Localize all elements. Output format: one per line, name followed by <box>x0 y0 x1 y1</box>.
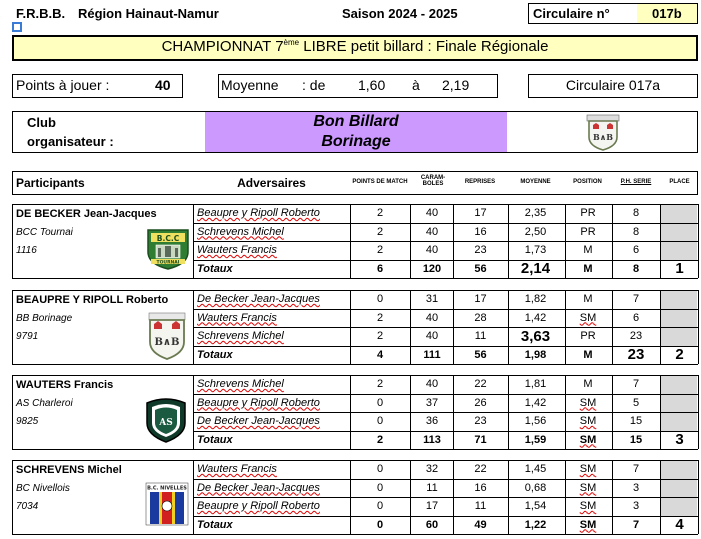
svg-text:B.C.C: B.C.C <box>156 234 180 243</box>
block-bottom-border <box>12 534 698 535</box>
match-pts: 2 <box>376 330 384 342</box>
match-ph: 3 <box>632 481 640 494</box>
block-left-border <box>12 204 13 278</box>
total-pts: 4 <box>376 348 384 361</box>
block-bottom-border <box>12 278 698 279</box>
total-ph: 23 <box>627 345 645 363</box>
row-divider <box>193 309 698 310</box>
match-car: 36 <box>425 415 439 427</box>
match-car: 31 <box>425 293 439 305</box>
block-top-border <box>12 460 698 461</box>
match-moy: 1,42 <box>524 396 547 409</box>
block-column-border <box>698 375 699 449</box>
total-car: 120 <box>422 262 442 275</box>
row-divider <box>193 260 698 261</box>
match-ph: 7 <box>632 463 640 475</box>
match-pos: SM <box>579 481 597 494</box>
row-divider <box>193 241 698 242</box>
moyenne-to: 2,19 <box>442 77 470 93</box>
moyenne-de-label: : de <box>302 77 326 93</box>
place-empty-cell <box>661 328 697 346</box>
match-moy: 1,73 <box>524 244 547 256</box>
total-pos: SM <box>579 433 597 446</box>
col-reprises: REPRISES <box>464 179 496 185</box>
row-divider <box>193 394 698 395</box>
opponent-name: Beaupre y Ripoll Roberto <box>197 500 320 512</box>
block-top-border <box>12 375 698 376</box>
svg-text:AS: AS <box>159 418 173 428</box>
totals-label: Totaux <box>197 518 233 531</box>
match-car: 40 <box>425 311 439 324</box>
total-rep: 71 <box>474 433 487 446</box>
col-place: PLACE <box>669 179 690 185</box>
match-ph: 23 <box>629 330 643 342</box>
total-place: 3 <box>675 430 684 448</box>
match-pts: 0 <box>376 500 384 512</box>
opponent-name: Schrevens Michel <box>197 378 284 390</box>
opponent-name: Wauters Francis <box>197 311 277 324</box>
match-pos: PR <box>580 330 596 342</box>
total-pos: M <box>583 348 593 361</box>
total-pos: SM <box>579 518 597 531</box>
match-moy: 2,50 <box>524 225 547 238</box>
points-label: Points à jouer : <box>16 77 110 93</box>
match-car: 40 <box>425 225 439 238</box>
moyenne-a-label: à <box>412 77 420 93</box>
match-ph: 7 <box>632 378 640 390</box>
match-pts: 0 <box>376 396 384 409</box>
match-ph: 6 <box>632 311 640 324</box>
match-car: 40 <box>425 330 439 342</box>
participant-club: BCC Tournai <box>16 227 73 238</box>
place-empty-cell <box>661 480 697 498</box>
match-pts: 0 <box>376 293 384 305</box>
match-moy: 3,63 <box>520 328 551 345</box>
match-rep: 11 <box>474 330 487 342</box>
match-rep: 17 <box>474 207 487 219</box>
match-pos: SM <box>579 415 597 427</box>
total-rep: 56 <box>474 348 487 361</box>
match-pts: 2 <box>376 207 384 219</box>
match-moy: 1,82 <box>524 293 547 305</box>
total-moy: 1,59 <box>524 433 547 446</box>
block-left-border <box>12 375 13 449</box>
match-car: 32 <box>425 463 439 475</box>
match-pos: PR <box>580 225 596 238</box>
match-pts: 2 <box>376 378 384 390</box>
match-ph: 3 <box>632 500 640 512</box>
match-pos: SM <box>579 396 597 409</box>
participant-license: 9791 <box>16 331 39 342</box>
match-pts: 0 <box>376 415 384 427</box>
total-car: 113 <box>423 433 441 446</box>
match-pts: 0 <box>376 481 384 494</box>
svg-text:TOURNAI: TOURNAI <box>156 260 180 266</box>
match-car: 40 <box>425 207 439 219</box>
match-pos: M <box>583 293 593 305</box>
match-pts: 2 <box>376 225 384 238</box>
opponent-name: Schrevens Michel <box>197 330 284 342</box>
match-car: 40 <box>425 244 439 256</box>
bon-billard-borinage-logo-icon <box>145 312 189 365</box>
match-moy: 2,35 <box>524 207 547 219</box>
col-position: POSITION <box>573 179 602 185</box>
club-organizer-logo-icon <box>584 113 622 151</box>
match-rep: 22 <box>474 378 487 390</box>
totals-label: Totaux <box>197 433 233 446</box>
col-participants: Participants <box>16 176 85 190</box>
opponent-name: De Becker Jean-Jacques <box>197 415 320 427</box>
block-top-border <box>12 290 698 291</box>
club-label-1: Club <box>27 115 56 130</box>
match-pts: 2 <box>376 244 384 256</box>
participant-club: BB Borinage <box>16 313 73 324</box>
place-empty-cell <box>661 461 697 479</box>
place-empty-cell <box>661 224 697 242</box>
total-moy: 1,98 <box>524 348 547 361</box>
club-label-2: organisateur : <box>27 134 114 149</box>
match-pos: SM <box>579 311 597 324</box>
total-ph: 15 <box>629 433 643 446</box>
moyenne-label: Moyenne <box>221 77 279 93</box>
match-moy: 1,45 <box>524 463 547 475</box>
total-moy: 2,14 <box>520 259 551 277</box>
match-ph: 8 <box>632 225 640 238</box>
points-value: 40 <box>155 77 171 93</box>
match-pos: SM <box>579 463 597 475</box>
match-car: 11 <box>426 481 438 494</box>
place-empty-cell <box>661 242 697 260</box>
opponent-name: De Becker Jean-Jacques <box>197 293 320 305</box>
season: Saison 2024 - 2025 <box>342 6 458 21</box>
participant-name: WAUTERS Francis <box>16 379 114 391</box>
place-empty-cell <box>661 498 697 516</box>
circular-label: Circulaire n° <box>533 6 610 21</box>
total-place: 2 <box>675 345 684 363</box>
total-moy: 1,22 <box>524 518 547 531</box>
block-left-border <box>12 460 13 534</box>
cell-selection-handle[interactable] <box>12 22 22 32</box>
participant-name: BEAUPRE Y RIPOLL Roberto <box>16 294 169 306</box>
total-pts: 6 <box>376 262 384 275</box>
totals-label: Totaux <box>197 348 233 361</box>
circular-ref: Circulaire 017a <box>565 77 661 93</box>
opponent-name: Schrevens Michel <box>197 225 284 238</box>
match-moy: 1,42 <box>524 311 547 324</box>
row-divider <box>193 431 698 432</box>
total-car: 60 <box>425 518 439 531</box>
place-empty-cell <box>661 205 697 223</box>
block-column-border <box>698 290 699 364</box>
moyenne-from: 1,60 <box>358 77 386 93</box>
opponent-name: De Becker Jean-Jacques <box>197 481 320 494</box>
match-ph: 5 <box>632 396 640 409</box>
match-moy: 1,54 <box>524 500 547 512</box>
total-pts: 0 <box>376 518 384 531</box>
participant-license: 7034 <box>16 501 39 512</box>
row-divider <box>193 516 698 517</box>
match-car: 17 <box>425 500 439 512</box>
row-divider <box>193 479 698 480</box>
match-pos: SM <box>579 500 597 512</box>
match-pos: PR <box>580 207 596 219</box>
block-column-border <box>698 204 699 278</box>
svg-text:B.C. NIVELLES: B.C. NIVELLES <box>147 485 187 492</box>
place-empty-cell <box>661 291 697 309</box>
total-pos: M <box>583 262 593 275</box>
opponent-name: Wauters Francis <box>197 463 277 475</box>
match-rep: 23 <box>474 415 487 427</box>
match-moy: 1,56 <box>524 415 547 427</box>
match-car: 40 <box>425 378 439 390</box>
match-rep: 17 <box>474 293 487 305</box>
match-pos: M <box>583 244 593 256</box>
bc-nivelles-logo-icon <box>145 482 189 531</box>
opponent-name: Beaupre y Ripoll Roberto <box>197 207 320 219</box>
match-rep: 16 <box>474 481 487 494</box>
place-empty-cell <box>661 395 697 413</box>
totals-label: Totaux <box>197 262 233 275</box>
circular-number: 017b <box>652 6 682 21</box>
federation: F.R.B.B. <box>16 6 66 21</box>
match-rep: 28 <box>474 311 487 324</box>
svg-text:B∧B: B∧B <box>592 132 614 142</box>
block-bottom-border <box>12 449 698 450</box>
total-ph: 8 <box>632 262 640 275</box>
participant-name: DE BECKER Jean-Jacques <box>16 208 157 220</box>
match-rep: 22 <box>474 463 487 475</box>
row-divider <box>193 497 698 498</box>
place-empty-cell <box>661 376 697 394</box>
total-place: 1 <box>675 259 684 277</box>
participant-club: BC Nivellois <box>16 483 70 494</box>
total-pts: 2 <box>376 433 384 446</box>
row-divider <box>193 223 698 224</box>
match-moy: 1,81 <box>524 378 547 390</box>
match-moy: 0,68 <box>524 481 547 494</box>
col-points-match: POINTS DE MATCH <box>352 179 408 185</box>
participant-license: 1116 <box>16 245 37 256</box>
match-rep: 26 <box>474 396 487 409</box>
place-empty-cell <box>661 310 697 328</box>
club-name: Bon Billard Borinage <box>313 113 399 150</box>
match-pts: 0 <box>376 463 384 475</box>
block-top-border <box>12 204 698 205</box>
total-ph: 7 <box>632 518 640 531</box>
block-bottom-border <box>12 364 698 365</box>
total-rep: 49 <box>474 518 487 531</box>
page-title: CHAMPIONNAT 7ème LIBRE petit billard : Finale Régionale <box>161 38 549 55</box>
col-caramboles: CARAM-BOLES <box>420 175 446 187</box>
block-column-border <box>698 460 699 534</box>
bcc-tournai-logo-icon <box>145 226 191 275</box>
col-ph-serie: P.H. SERIE <box>620 179 652 185</box>
total-car: 111 <box>423 348 441 361</box>
region: Région Hainaut-Namur <box>78 6 219 21</box>
participant-club: AS Charleroi <box>16 398 73 409</box>
row-divider <box>193 327 698 328</box>
match-ph: 7 <box>632 293 640 305</box>
match-pos: M <box>583 378 593 390</box>
match-rep: 23 <box>474 244 487 256</box>
match-ph: 15 <box>629 415 643 427</box>
match-car: 37 <box>425 396 439 409</box>
svg-text:B∧B: B∧B <box>154 337 180 348</box>
place-empty-cell <box>661 413 697 431</box>
match-rep: 16 <box>474 225 487 238</box>
row-divider <box>193 412 698 413</box>
match-pts: 2 <box>376 311 384 324</box>
match-ph: 6 <box>632 244 640 256</box>
total-place: 4 <box>675 515 684 533</box>
participant-license: 9825 <box>16 416 39 427</box>
col-moyenne: MOYENNE <box>520 179 551 185</box>
match-ph: 8 <box>632 207 640 219</box>
opponent-name: Wauters Francis <box>197 244 277 256</box>
match-rep: 11 <box>474 500 487 512</box>
opponent-name: Beaupre y Ripoll Roberto <box>197 396 320 409</box>
as-charleroi-logo-icon <box>145 397 187 448</box>
block-left-border <box>12 290 13 364</box>
col-adversaires: Adversaires <box>237 176 306 190</box>
total-rep: 56 <box>474 262 487 275</box>
participant-name: SCHREVENS Michel <box>16 464 122 476</box>
